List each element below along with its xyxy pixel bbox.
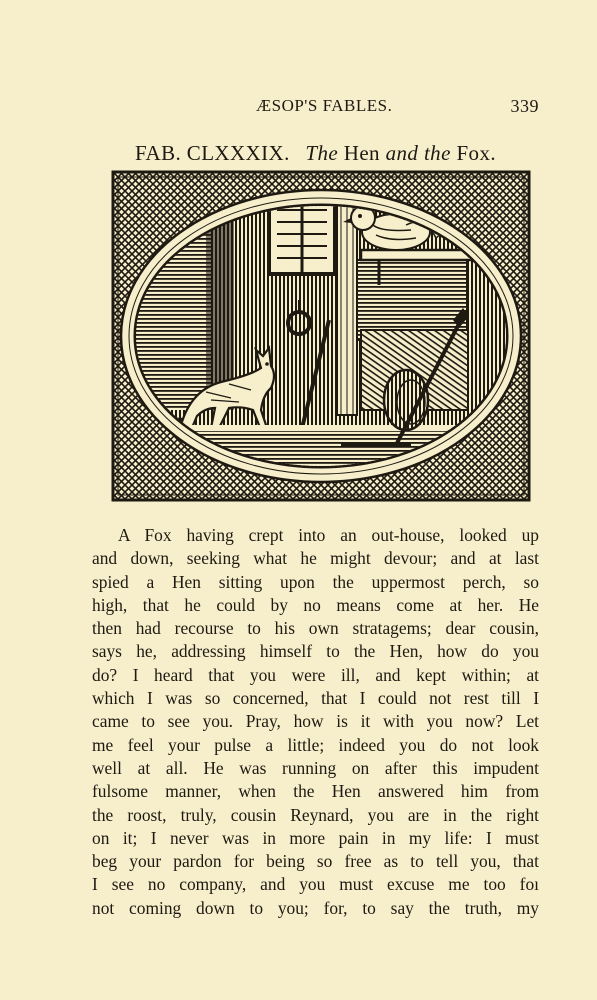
running-head xyxy=(92,96,539,118)
text-line: I see no company, and you must excuse me too foı xyxy=(92,874,539,895)
text-line: not coming down to you; for, to say the truth, my xyxy=(92,897,539,918)
running-title: ÆSOP'S FABLES. xyxy=(256,96,393,115)
text-line: fulsome manner, when the Hen answered him from xyxy=(92,781,539,802)
text-line: and down, seeking what he might devour; and at last xyxy=(92,548,539,569)
fable-heading xyxy=(92,141,539,166)
text-line: on it; I never was in more pain in my life: I must xyxy=(92,827,539,848)
text-line: well at all. He was running on after this impudent xyxy=(92,757,539,778)
text-line: came to see you. Pray, how is it with you now? Let xyxy=(92,711,539,732)
text-line: says he, addressing himself to the Hen, how do you xyxy=(92,641,539,662)
fable-body-text xyxy=(92,524,539,920)
text-line: do? I heard that you were ill, and kept within; at xyxy=(92,664,539,685)
title-the: The xyxy=(305,141,339,165)
text-line: beg your pardon for being so free as to tell you, that xyxy=(92,851,539,872)
title-and-the: and the xyxy=(385,141,451,165)
text-line: then had recourse to his own stratagems; dear cousin, xyxy=(92,618,539,639)
text-line: high, that he could by no means come at her. He xyxy=(92,594,539,615)
woodcut-illustration xyxy=(111,170,531,502)
title-fox: Fox. xyxy=(456,141,496,165)
text-line: A Fox having crept into an out-house, looked up xyxy=(118,525,539,545)
text-line: me feel your pulse a little; indeed you do not look xyxy=(92,734,539,755)
title-hen: Hen xyxy=(343,141,380,165)
text-line: spied a Hen sitting upon the uppermost perch, so xyxy=(92,571,539,592)
fable-number: FAB. CLXXXIX. xyxy=(135,141,290,165)
page-number: 339 xyxy=(510,96,539,116)
text-line: the roost, truly, cousin Reynard, you are in the right xyxy=(92,804,539,825)
text-line: which I was so concerned, that I could not rest till I xyxy=(92,688,539,709)
